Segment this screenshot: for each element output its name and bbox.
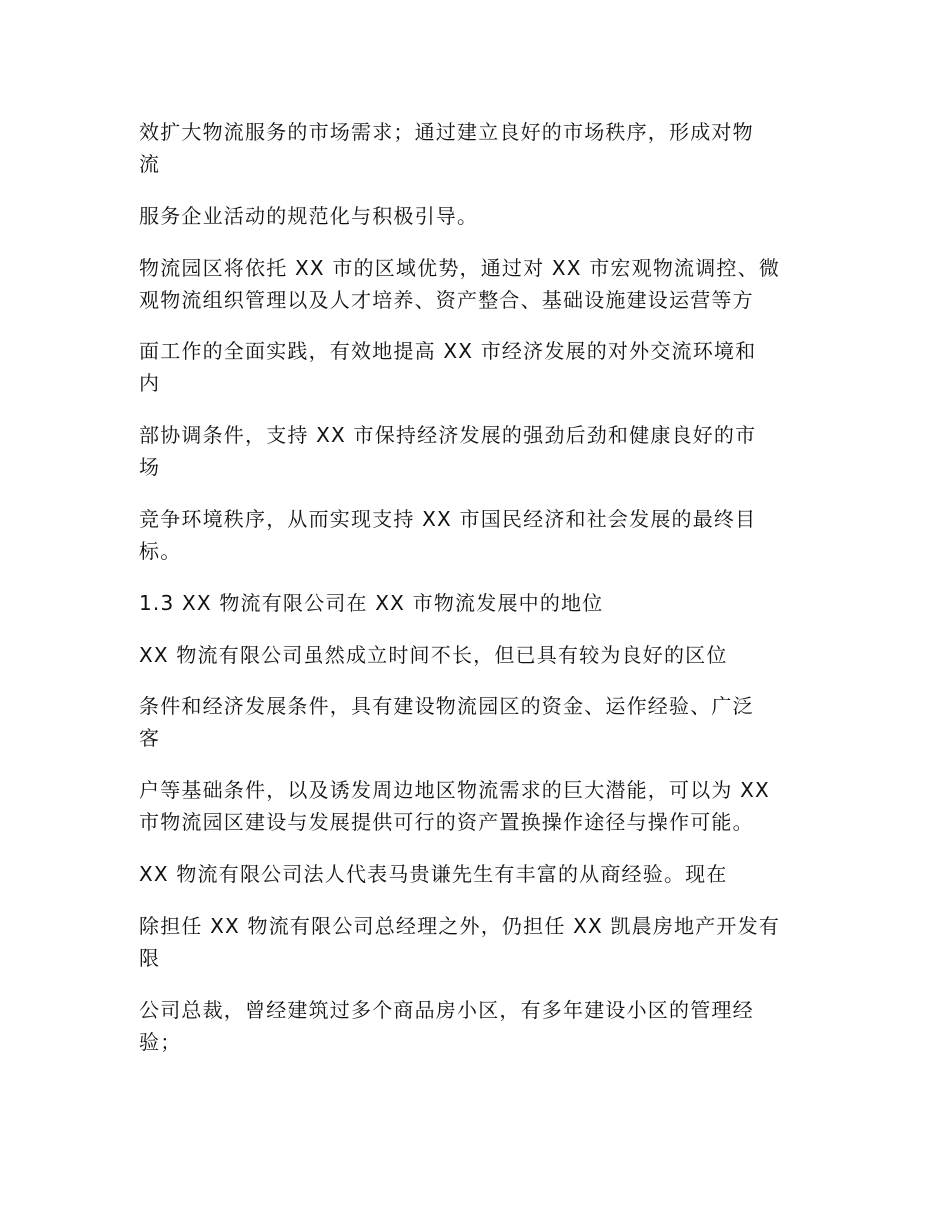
paragraph-12-line-1: 除担任 XX 物流有限公司总经理之外，仍担任 XX 凯晨房地产开发有 (139, 913, 781, 938)
paragraph-5-line-1: 部协调条件，支持 XX 市保持经济发展的强劲后劲和健康良好的市 (139, 423, 757, 448)
paragraph-2-line-1: 服务企业活动的规范化与积极引导。 (139, 203, 479, 228)
paragraph-1-line-1: 效扩大物流服务的市场需求；通过建立良好的市场秩序，形成对物 (139, 120, 754, 144)
document-body (139, 116, 814, 1077)
paragraph-1-line-2: 流 (139, 152, 161, 176)
paragraph-6-line-2: 标。 (139, 538, 182, 563)
paragraph-11-line-1: XX 物流有限公司法人代表马贵谦先生有丰富的从商经验。现在 (139, 861, 728, 886)
paragraph-3-line-1: 物流园区将依托 XX 市的区域优势，通过对 XX 市宏观物流调控、微 (139, 255, 781, 280)
paragraph-6 (139, 503, 814, 567)
paragraph-5 (139, 419, 814, 483)
section-heading-1-3-text: 1.3 XX 物流有限公司在 XX 市物流发展中的地位 (139, 590, 604, 615)
paragraph-10 (139, 774, 814, 838)
section-heading-1-3 (139, 587, 814, 619)
paragraph-13-line-2: 验； (139, 1029, 182, 1054)
paragraph-10-line-2: 市物流园区建设与发展提供可行的资产置换操作途径与操作可能。 (139, 810, 754, 835)
paragraph-9-line-1: 条件和经济发展条件，具有建设物流园区的资金、运作经验、广泛 (139, 694, 754, 719)
paragraph-11 (139, 858, 814, 890)
paragraph-4 (139, 335, 814, 399)
paragraph-2 (139, 200, 814, 232)
paragraph-3 (139, 252, 814, 316)
paragraph-13 (139, 994, 814, 1058)
paragraph-4-line-2: 内 (139, 371, 161, 396)
paragraph-12 (139, 910, 814, 974)
paragraph-12-line-2: 限 (139, 945, 161, 970)
paragraph-8 (139, 639, 814, 671)
paragraph-9 (139, 690, 814, 754)
paragraph-1 (139, 116, 814, 180)
paragraph-9-line-2: 客 (139, 726, 161, 751)
paragraph-13-line-1: 公司总裁，曾经建筑过多个商品房小区，有多年建设小区的管理经 (139, 997, 754, 1022)
paragraph-10-line-1: 户等基础条件，以及诱发周边地区物流需求的巨大潜能，可以为 XX (139, 778, 770, 803)
paragraph-6-line-1: 竞争环境秩序，从而实现支持 XX 市国民经济和社会发展的最终目 (139, 506, 757, 531)
paragraph-4-line-1: 面工作的全面实践，有效地提高 XX 市经济发展的对外交流环境和 (139, 339, 757, 364)
paragraph-5-line-2: 场 (139, 455, 161, 480)
paragraph-8-line-1: XX 物流有限公司虽然成立时间不长，但已具有较为良好的区位 (139, 642, 728, 667)
paragraph-3-line-2: 观物流组织管理以及人才培养、资产整合、基础设施建设运营等方 (139, 287, 754, 312)
